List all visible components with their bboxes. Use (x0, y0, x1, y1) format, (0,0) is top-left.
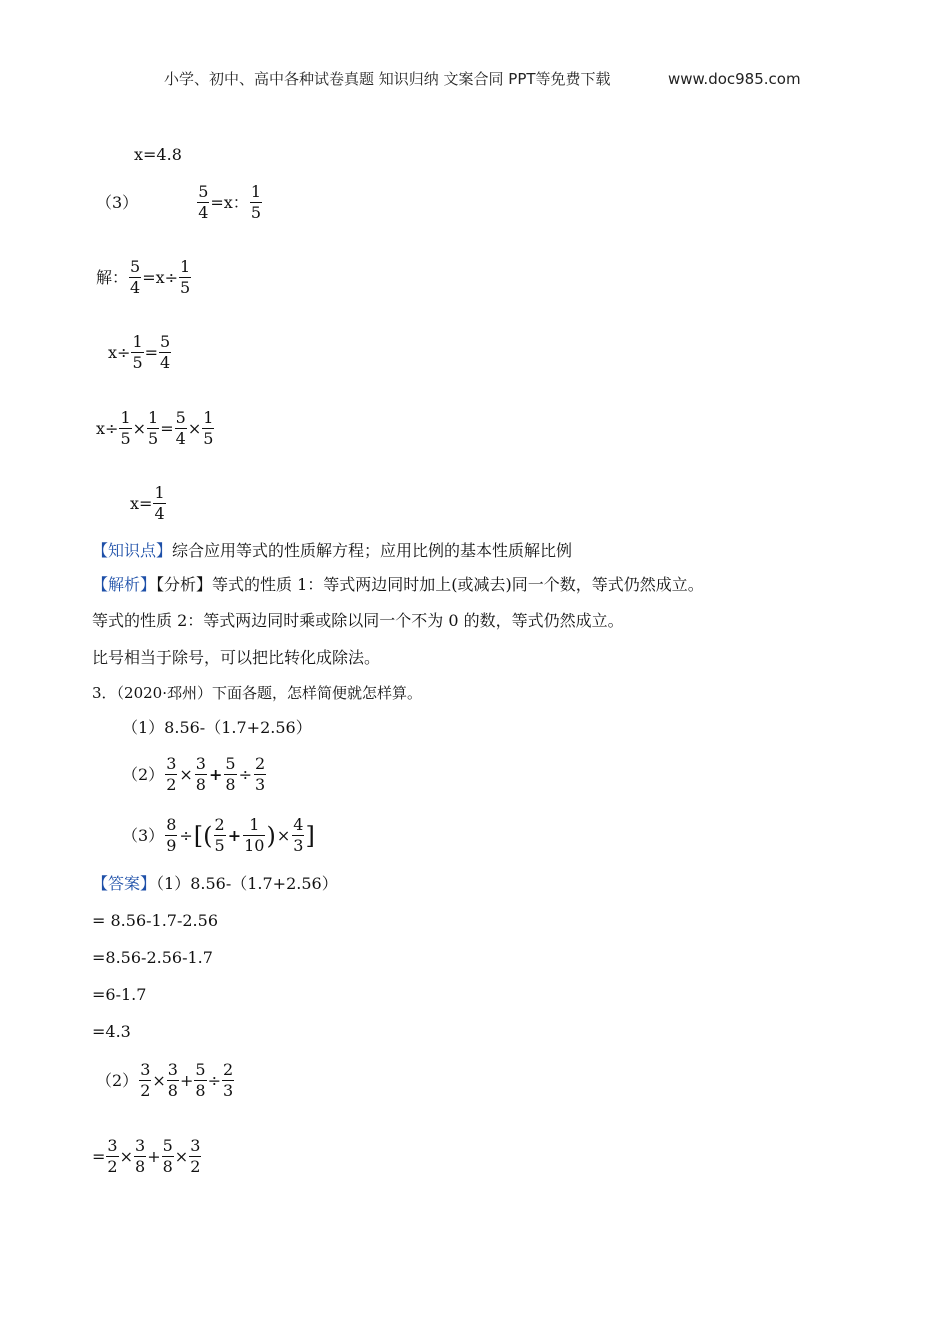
fraction: $\frac{2}{3}$ (254, 754, 266, 794)
part-label: （2） (122, 764, 165, 784)
fraction: $\frac{5}{8}$ (195, 1060, 206, 1100)
right-paren: ) (266, 821, 276, 850)
times: × (276, 825, 291, 845)
fraction: $\frac{3}{8}$ (167, 1060, 178, 1100)
plus: + (227, 825, 242, 845)
fraction: $\frac{5}{4}$ (175, 408, 186, 448)
divide: ÷ (207, 1070, 221, 1090)
x-div: x÷ (96, 418, 119, 438)
part-label: （3） (122, 825, 165, 845)
fraction: $\frac{1}{5}$ (203, 408, 214, 448)
fraction: $\frac{1}{10}$ (244, 815, 265, 855)
x-result-line: x=4.8 (134, 145, 182, 164)
fraction: $\frac{1}{5}$ (120, 408, 131, 448)
divide: ÷ (238, 764, 252, 784)
divide: ÷ (179, 825, 193, 845)
left-bracket: [ (193, 821, 204, 850)
answer-line (92, 874, 338, 894)
answer-part-1: （1）8.56-（1.7+2.56） (156, 874, 338, 893)
analysis-text-1: 【分析】等式的性质 1：等式两边同时加上(或减去)同一个数，等式仍然成立。 (156, 575, 704, 594)
left-paren: ( (203, 821, 213, 850)
equals-x-div: =x÷ (142, 267, 179, 287)
knowledge-point (92, 541, 572, 561)
equals-x-colon: =x： (210, 192, 249, 212)
answer-part-2-step-1 (92, 1136, 202, 1177)
times: × (179, 764, 193, 784)
fraction: $\frac{5}{4}$ (130, 257, 141, 297)
times: × (187, 418, 202, 438)
solution-step-3 (96, 408, 215, 449)
answer-step-4: =4.3 (92, 1022, 131, 1041)
problem3-equation (96, 182, 263, 223)
equals: = (92, 1146, 106, 1166)
solution-step-2 (108, 332, 172, 373)
x-equals: x= (130, 493, 153, 513)
fraction: $\frac{1}{5}$ (180, 257, 191, 297)
equals: = (144, 342, 159, 362)
fraction: $\frac{8}{9}$ (166, 815, 177, 855)
x-div: x÷ (108, 342, 131, 362)
times: × (132, 418, 147, 438)
fraction: $\frac{5}{8}$ (162, 1136, 173, 1176)
header-left: 小学、初中、高中各种试卷真题 知识归纳 文案合同 PPT等免费下载 (164, 70, 611, 88)
part-label: （2） (96, 1070, 139, 1090)
plus: + (208, 764, 223, 784)
times: × (174, 1146, 189, 1166)
question-3-part-3 (122, 815, 315, 856)
plus: + (179, 1070, 194, 1090)
header-url: www.doc985.com (668, 70, 801, 88)
knowledge-tag: 【知识点】 (92, 541, 173, 560)
right-bracket: ] (305, 821, 315, 850)
fraction: $\frac{1}{5}$ (148, 408, 159, 448)
fraction: $\frac{3}{2}$ (107, 1136, 118, 1176)
fraction: $\frac{2}{5}$ (214, 815, 225, 855)
fraction: $\frac{4}{3}$ (293, 815, 304, 855)
answer-step-2: =8.56-2.56-1.7 (92, 948, 213, 967)
question-3-title: 3．（2020·邳州）下面各题，怎样简便就怎样算。 (92, 684, 422, 702)
fraction: $\frac{3}{2}$ (166, 754, 177, 794)
answer-step-1: = 8.56-1.7-2.56 (92, 911, 218, 930)
fraction: $\frac{3}{2}$ (140, 1060, 151, 1100)
fraction: $\frac{3}{2}$ (190, 1136, 201, 1176)
analysis-line-1 (92, 575, 704, 595)
solution-step-1 (96, 257, 192, 298)
fraction: $\frac{5}{4}$ (198, 182, 209, 222)
jie-label: 解： (96, 267, 129, 287)
fraction: $\frac{1}{5}$ (132, 332, 143, 372)
fraction: $\frac{2}{3}$ (222, 1060, 234, 1100)
fraction: $\frac{5}{8}$ (225, 754, 236, 794)
fraction: $\frac{3}{8}$ (195, 754, 206, 794)
question-3-part-2 (122, 754, 267, 795)
fraction: $\frac{1}{4}$ (154, 483, 165, 523)
times: × (119, 1146, 133, 1166)
question-3-part-1: （1）8.56-（1.7+2.56） (122, 718, 312, 737)
answer-step-3: =6-1.7 (92, 985, 147, 1004)
fraction: $\frac{3}{8}$ (135, 1136, 146, 1176)
analysis-line-2: 等式的性质 2：等式两边同时乘或除以同一个不为 0 的数，等式仍然成立。 (92, 611, 624, 630)
fraction: $\frac{1}{5}$ (250, 182, 261, 222)
solution-step-4 (130, 483, 167, 524)
knowledge-text: 综合应用等式的性质解方程；应用比例的基本性质解比例 (172, 541, 573, 560)
times: × (152, 1070, 166, 1090)
answer-part-2 (96, 1060, 235, 1101)
analysis-tag: 【解析】 (92, 575, 157, 594)
plus: + (147, 1146, 161, 1166)
equals: = (160, 418, 174, 438)
analysis-line-3: 比号相当于除号，可以把比转化成除法。 (92, 648, 381, 667)
problem-label: （3） (96, 192, 139, 212)
answer-tag: 【答案】 (92, 874, 157, 893)
fraction: $\frac{5}{4}$ (160, 332, 171, 372)
